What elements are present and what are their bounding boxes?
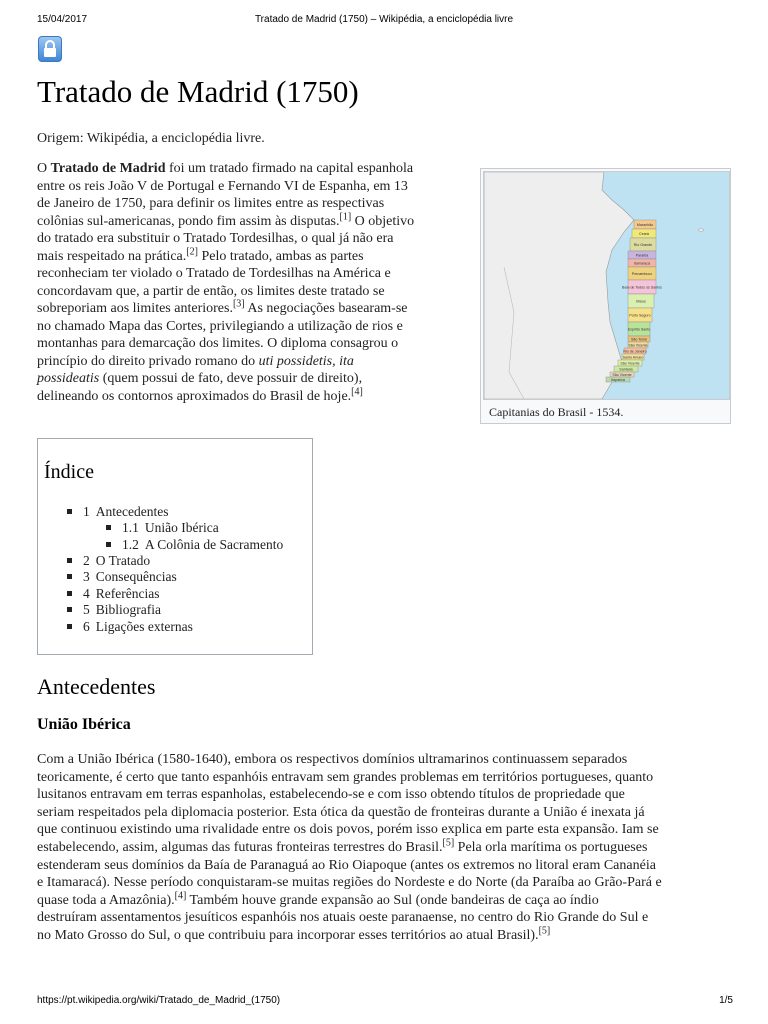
captaincy-label: Paraíba [635, 253, 649, 258]
intro-text: sobreporiam aos limites anteriores. [37, 301, 233, 316]
reference-link[interactable]: [5] [538, 925, 551, 937]
captaincy-label: Baía de Todos os Santos [622, 285, 662, 290]
captaincy-label: Espírito Santo [627, 327, 651, 332]
toc-label: Consequências [95, 569, 177, 584]
captaincy-label: Itaparica [611, 378, 625, 382]
captaincy-label: Maranhão [636, 223, 654, 227]
intro-text: Pelo tratado, ambas as partes [197, 248, 364, 264]
captaincy-label: Itamaracá [634, 261, 650, 266]
intro-text: concordavam que, a partir de então, os limites deste tratado se [37, 283, 385, 299]
article-title: Tratado de Madrid (1750) [37, 74, 359, 109]
intro-text: mais respeitado na prática. [37, 248, 187, 264]
captaincy-label: São Vicente [620, 361, 640, 366]
captaincies-map[interactable] [483, 171, 730, 400]
intro-paragraph [37, 160, 462, 405]
toc-label: Referências [95, 586, 160, 601]
intro-text: de Janeiro de 1750, para definir os limites entre as respectivas [37, 196, 385, 211]
body-text: estabelecendo, assim, algumas das futuras fronteiras terrestres do Brasil. [37, 839, 443, 855]
toc-title: Índice [44, 461, 94, 483]
print-date: 15/04/2017 [37, 14, 88, 25]
reference-link[interactable]: [5] [442, 837, 455, 849]
print-page-number: 1/5 [719, 995, 733, 1006]
body-text: quase toda a Amazônia). [37, 892, 175, 908]
captaincy-label: Ceará [639, 232, 649, 236]
captaincy-label: Santana [619, 367, 633, 372]
body-text: Pela orla marítima os portugueses [454, 839, 648, 855]
toc-number: 4 [83, 586, 90, 601]
intro-text: montanhas para demarcação dos limites. O diploma consagrou o [37, 336, 399, 351]
toc-item-uniao-iberica[interactable] [106, 520, 219, 536]
captaincy-label: São Tomé [630, 337, 648, 342]
subsection-heading-uniao-iberica: União Ibérica [37, 716, 131, 733]
reference-link[interactable]: [1] [339, 210, 352, 222]
body-text: estenderam seus domínios da Baía de Paranaguá ao Rio Oiapoque (antes os extremos no litoral eram Cananéia [37, 857, 656, 873]
bullet-icon [67, 624, 72, 629]
bullet-icon [67, 607, 72, 612]
toc-item-consequencias[interactable] [67, 569, 177, 585]
toc-number: 1.2 [122, 537, 139, 552]
reference-link[interactable]: [4] [351, 385, 363, 397]
map-figure [480, 168, 731, 424]
body-text: lusitanos entravam em terras espanholas, estabelecendo-se e com isso obtendo títulos de propriedade que [37, 787, 625, 803]
print-page-title: Tratado de Madrid (1750) – Wikipédia, a enciclopédia livre [254, 14, 514, 25]
latin-phrase: possideatis [37, 371, 100, 386]
toc-item-ligacoes-externas[interactable] [67, 619, 193, 635]
toc-label: União Ibérica [144, 520, 219, 535]
intro-text: (quem possui de fato, deve possuir de direito), [99, 371, 363, 386]
captaincy-label: Porto Seguro [629, 313, 651, 318]
body-text: destruíram assentamentos jesuíticos espanhóis nos atuais oeste paranaense, no centro do Rio Grande do Sul e [37, 910, 649, 926]
table-of-contents [37, 438, 313, 655]
body-text: que continuou existindo uma rivalidade entre os dois povos, porém isso explica em parte esta expansão. Iam se [37, 822, 659, 838]
bullet-icon [67, 591, 72, 596]
body-text: seriam respeitados pela diplomacia posterior. Esta ótica da questão de fronteiras durante a União é inexata já [37, 804, 645, 820]
toc-item-referencias[interactable] [67, 586, 159, 602]
intro-text: As negociações basearam-se [244, 301, 408, 316]
reference-link[interactable]: [4] [174, 890, 187, 902]
toc-label: O Tratado [95, 553, 151, 568]
reference-link[interactable]: [3] [232, 298, 245, 310]
section-heading-antecedentes: Antecedentes [37, 674, 156, 699]
toc-number: 5 [83, 602, 90, 617]
captaincy-label: Pernambuco [631, 272, 653, 276]
toc-number: 3 [83, 569, 90, 584]
body-text: teoricamente, é certo que tanto espanhóis entravam sem grandes problemas em territórios portugueses, quanto [37, 769, 654, 785]
toc-number: 1 [83, 504, 90, 519]
body-text: Também houve grande expansão ao Sul (onde bandeiras de caça ao índio [186, 892, 599, 908]
intro-text: entre os reis João V de Portugal e Fernando VI de Espanha, em 13 [37, 178, 408, 194]
toc-number: 1.1 [122, 520, 139, 535]
intro-lead-bold: Tratado de Madrid [50, 161, 166, 176]
captaincy-label: Ilhéus [636, 299, 646, 304]
toc-item-bibliografia[interactable] [67, 602, 161, 618]
captaincy-label: São Vicente [612, 373, 632, 377]
bullet-icon [106, 525, 111, 530]
body-text: e Itamaracá). Nesse período conquistaram-se muitas regiões do Nordeste e do Norte (da Paraíba ao Grão-Pará e [37, 875, 662, 891]
captaincy-label: Santo Amaro [622, 355, 644, 360]
intro-text: delineando os contornos aproximados do Brasil de hoje. [37, 388, 352, 404]
intro-text: do tratado era substituir o Tratado Tordesilhas, o qual já não era [37, 231, 394, 246]
body-paragraph [37, 751, 732, 945]
intro-text: princípio do direito privado romano do [37, 353, 259, 369]
captaincy-label: Rio de Janeiro [623, 349, 647, 354]
bullet-icon [106, 542, 111, 547]
bullet-icon [67, 574, 72, 579]
toc-number: 2 [83, 553, 90, 568]
toc-label: A Colônia de Sacramento [144, 537, 284, 552]
bullet-icon [67, 509, 72, 514]
bullet-icon [67, 558, 72, 563]
figure-caption: Capitanias do Brasil - 1534. [489, 405, 624, 419]
toc-item-o-tratado[interactable] [67, 553, 150, 569]
article-origin: Origem: Wikipédia, a enciclopédia livre. [37, 131, 265, 146]
toc-item-colonia-sacramento[interactable] [106, 537, 283, 553]
toc-label: Antecedentes [95, 504, 169, 519]
lock-icon [38, 36, 62, 62]
reference-link[interactable]: [2] [186, 245, 198, 257]
body-text: Com a União Ibérica (1580-1640), embora os respectivos domínios ultramarinos continuassem separados [37, 752, 628, 767]
toc-label: Bibliografia [95, 602, 161, 617]
intro-text: O objetivo [351, 213, 415, 229]
intro-text: colônias sul-americanas, pondo fim assim às disputas. [37, 213, 340, 229]
intro-text: foi um tratado firmado na capital espanhola [165, 161, 414, 176]
captaincy-label: São Vicente [628, 343, 648, 348]
toc-label: Ligações externas [95, 619, 193, 634]
toc-item-antecedentes[interactable] [67, 504, 168, 520]
latin-phrase: uti possidetis, ita [258, 353, 354, 369]
intro-text: no chamado Mapa das Cortes, privilegiando a utilização de rios e [37, 318, 403, 334]
intro-text: reconheciam ter violado o Tratado de Tordesilhas na América e [37, 266, 391, 281]
intro-text: O [37, 161, 51, 176]
captaincy-label: Rio Grande [633, 243, 653, 247]
print-footer [0, 995, 768, 1011]
print-url: https://pt.wikipedia.org/wiki/Tratado_de_Madrid_(1750) [37, 995, 281, 1006]
toc-number: 6 [83, 619, 90, 634]
body-text: no Mato Grosso do Sul, o que contribuiu para incorporar esses territórios ao atual Brasil). [37, 927, 539, 943]
print-header [0, 14, 768, 30]
